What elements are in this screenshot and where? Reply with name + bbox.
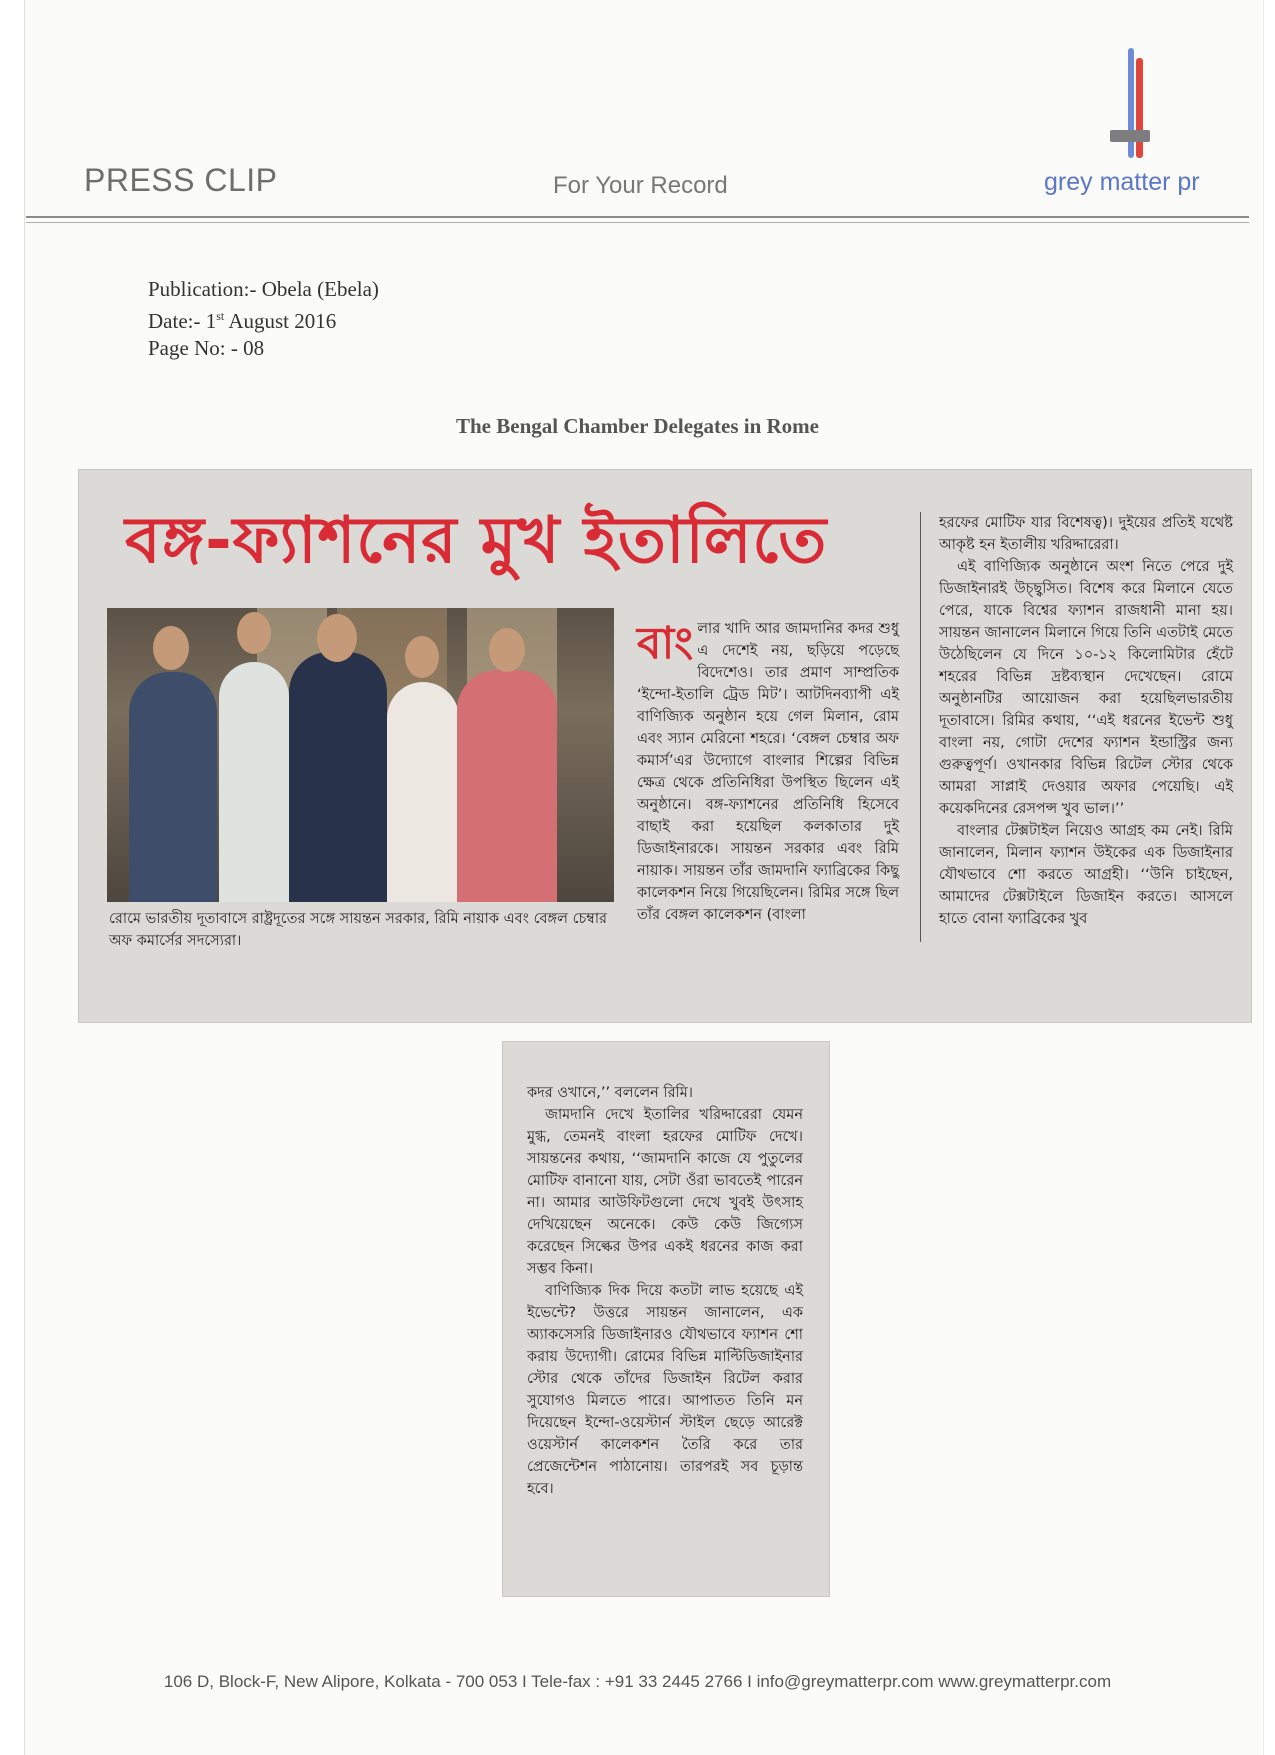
footer-contact: 106 D, Block-F, New Alipore, Kolkata - 700 053 I Tele-fax : +91 33 2445 2766 I info@greymatterpr.com www.greymatterpr.com [163,1672,1112,1691]
for-your-record-label: For Your Record [553,172,728,199]
publication-line: Publication:- Obela (Ebela) [148,277,379,301]
drop-cap: বাং [637,618,694,669]
column-divider [920,512,921,942]
date-line: Date:- 1st August 2016 [148,309,337,333]
brand-name: grey matter pr [1044,168,1200,196]
page-number-line: Page No: - 08 [148,336,265,360]
continuation-clipping [503,1042,829,1596]
article-headline: বঙ্গ-ফ্যাশনের মুখ ইতালিতে [125,504,828,578]
column-2-paragraph: হরফের মোটিফ যার বিশেষত্ব)। দুইয়ের প্রতিই যথেষ্ট আকৃষ্ট হন ইতালীয় খরিদ্দারেরা। [939,515,1233,553]
column-1-text: লার খাদি আর জামদানির কদর শুধু এ দেশেই নয়, ছড়িয়ে পড়েছে বিদেশেও। তার প্রমাণ সাম্প্রতিক ‘ইন্দো-ইতালি ট্রেড মিট’। আটদিনব্যাপী এই বাণিজ্যিক অনুষ্ঠান হয়ে গেল মিলান, রোম এবং স্যান মেরিনো শহরে। ‘বেঙ্গল চেম্বার অফ কমার্স’এর উদ্যোগে বাংলার শিল্পের বিভিন্ন ক্ষেত্র থেকে প্রতিনিধিরা উপস্থিত ছিলেন এই অনুষ্ঠানে। বঙ্গ-ফ্যাশনের প্রতিনিধি হিসেবে বাছাই করা হয়েছিল কলকাতার দুই ডিজাইনারকে। সায়ন্তন সরকার এবং রিমি নায়াক। সায়ন্তন তাঁর জামদানি ফ্যাব্রিকের কিছু কালেকশন নিয়ে গিয়েছিলেন। রিমির সঙ্গে ছিল তাঁর বেঙ্গল কালেকশন (বাংলা [637,621,899,923]
photo-caption: রোমে ভারতীয় দূতাবাসে রাষ্ট্রদূতের সঙ্গে সায়ন্তন সরকার, রিমি নায়াক এবং বেঙ্গল চেম্বার অফ কমার্সের সদস্যেরা। [109,911,608,949]
continuation-paragraph: কদর ওখানে,’’ বললেন রিমি। [527,1085,693,1101]
continuation-column [527,1082,803,1500]
header-divider-thin [26,222,1249,223]
article-column-2 [939,512,1233,930]
article-photo [107,608,614,902]
grey-matter-logo-icon [1110,48,1150,160]
header-divider [26,216,1249,218]
publication-meta [148,276,379,362]
newspaper-clipping [79,470,1251,1022]
article-column-1 [637,618,899,926]
press-clip-label: PRESS CLIP [84,162,278,198]
clip-title: The Bengal Chamber Delegates in Rome [456,414,819,438]
column-2-paragraph: বাংলার টেক্সটাইল নিয়েও আগ্রহ কম নেই। রিমি জানালেন, মিলান ফ্যাশন উইকের এক ডিজাইনার যৌথভাবে শো করতে আগ্রহী। ‘‘উনি চাইছেন, আমাদের টেক্সটাইলে ডিজাইন করতে। আসলে হাতে বোনা ফ্যাব্রিকের খুব [939,823,1233,927]
continuation-paragraph: বাণিজ্যিক দিক দিয়ে কতটা লাভ হয়েছে এই ইভেন্টে? উত্তরে সায়ন্তন জানালেন, এক অ্যাকসেসরি ডিজাইনারও যৌথভাবে ফ্যাশন শো করায় উদ্যোগী। রোমের বিভিন্ন মাল্টিডিজাইনার স্টোর থেকে তাঁদের ডিজাইন রিটেল করার সুযোগও মিলতে পারে। আপাতত তিনি মন দিয়েছেন ইন্দো-ওয়েস্টার্ন স্টাইল ছেড়ে আরেক্ট ওয়েস্টার্ন কালেকশন তৈরি করে তার প্রেজেন্টেশন পাঠানোয়। তারপরই সব চূড়ান্ত হবে। [527,1283,803,1497]
continuation-paragraph: জামদানি দেখে ইতালির খরিদ্দারেরা যেমন মুগ্ধ, তেমনই বাংলা হরফের মোটিফ দেখে। সায়ন্তনের কথায়, ‘‘জামদানি কাজে যে পুতুলের মোটিফ বানানো যায়, সেটা ওঁরা ভাবতেই পারেন না। আমার আউফিটগুলো দেখে খুবই উৎসাহ দেখিয়েছেন অনেকে। কেউ কেউ জিগ্যেস করেছেন সিল্কের উপর একই ধরনের কাজ করা সম্ভব কিনা। [527,1107,803,1277]
column-2-paragraph: এই বাণিজ্যিক অনুষ্ঠানে অংশ নিতে পেরে দুই ডিজাইনারই উচ্ছ্বসিত। বিশেষ করে মিলানে যেতে পেরে, যাকে বিশ্বের ফ্যাশন রাজধানী মানা হয়। সায়ন্তন জানালেন মিলানে গিয়ে তিনি এতটাই মেতে উঠেছিলেন যে দিনে ১০-১২ কিলোমিটার হেঁটে শহরের বিভিন্ন দ্রষ্টব্যস্থান দেখেছেন। রোমে অনুষ্ঠানটির আয়োজন করা হয়েছিলভারতীয় দূতাবাসে। রিমির কথায়, ‘‘এই ধরনের ইভেন্ট শুধু বাংলা নয়, গোটা দেশের ফ্যাশন ইন্ডাস্ট্রির জন্য গুরুত্বপূর্ণ। ওখানকার বিভিন্ন রিটেল স্টোর থেকে আমরা সাপ্লাই দেওয়ার অফার পেয়েছি। এই কয়েকদিনের রেসপন্স খুব ভাল।’’ [939,559,1233,817]
